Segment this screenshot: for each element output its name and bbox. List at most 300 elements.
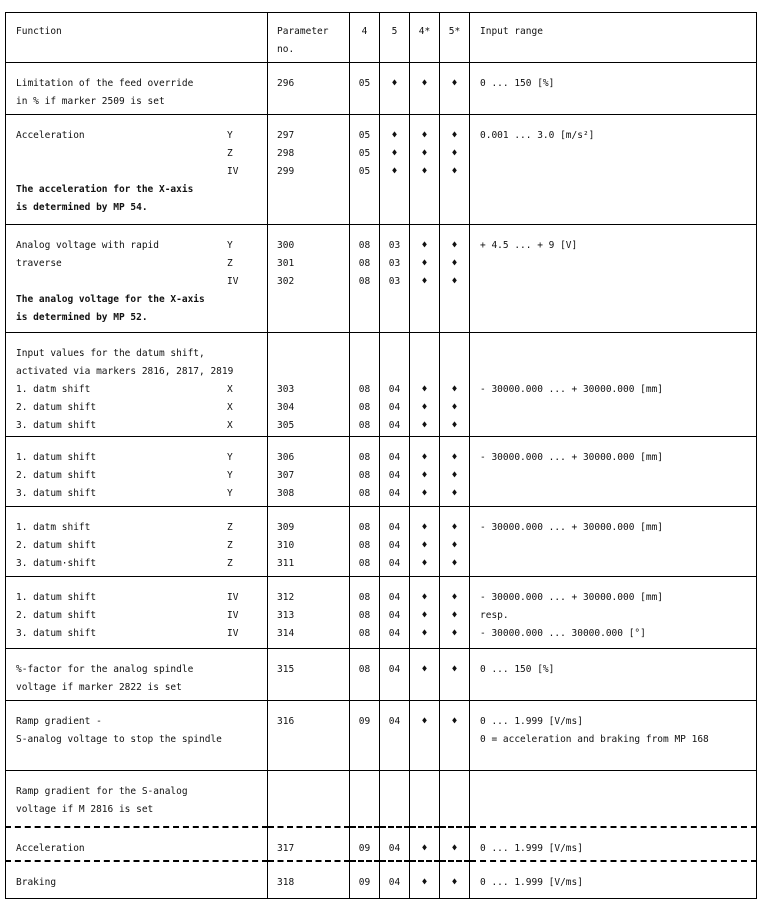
col-4-star-cell-value: ♦ [421, 402, 428, 413]
col-5-cell-value: ♦ [391, 78, 398, 89]
parameter-cell-value: 316 [277, 716, 295, 727]
parameter-cell-value: 303 [277, 384, 295, 395]
col-4-star-cell-value: ♦ [421, 452, 428, 463]
col-5-cell [380, 577, 410, 649]
parameter-cell [268, 577, 350, 649]
input-range-cell [470, 333, 757, 437]
col-5-star-cell-value: ♦ [451, 522, 458, 533]
col-5-cell-value: 04 [388, 420, 401, 431]
function-line [16, 519, 267, 537]
axis-label [227, 801, 241, 819]
col-5-cell-value: 04 [388, 488, 401, 499]
col-4-star-cell-value: ♦ [421, 876, 428, 888]
function-text: 2. datum shift [16, 610, 97, 621]
col-4-cell-value: 05 [358, 148, 371, 159]
function-line [16, 381, 267, 399]
function-line [16, 399, 267, 417]
col-4-cell-value: 05 [358, 130, 371, 141]
function-line [16, 731, 267, 749]
col-4-star-cell-value: ♦ [421, 842, 428, 854]
function-line [16, 840, 267, 858]
col-5-star-cell-value: ♦ [451, 130, 458, 141]
col-5-cell-value: 03 [388, 258, 401, 269]
spacer [350, 345, 379, 363]
axis-label: IV [227, 628, 239, 639]
input-range-cell [470, 437, 757, 507]
col-4-cell-value: 05 [358, 78, 371, 89]
col-5-cell-value: 04 [388, 522, 401, 533]
col-4-star-cell [410, 507, 440, 577]
col-4-star-cell [410, 649, 440, 701]
col-5-star-cell-value: ♦ [451, 540, 458, 551]
col-5-star-cell [440, 333, 470, 437]
col-5-cell [380, 701, 410, 771]
col-4-cell-value: 08 [358, 276, 371, 287]
axis-label [227, 783, 241, 801]
input-range-cell [470, 225, 757, 333]
function-line [16, 537, 267, 555]
function-text: 3. datum shift [16, 488, 97, 499]
input-range-cell-value: - 30000.000 ... 30000.000 [°] [480, 628, 646, 639]
col-4-star-cell-value: ♦ [421, 166, 428, 177]
col-4-cell-value: 08 [358, 240, 371, 251]
function-note-line: The acceleration for the X-axis [16, 184, 194, 195]
col-5-cell [380, 861, 410, 899]
axis-label: X [227, 420, 233, 431]
col-5-star-cell-value: ♦ [451, 716, 458, 727]
function-cell [6, 649, 268, 701]
col-5-cell [380, 225, 410, 333]
function-line [16, 661, 267, 679]
function-line [16, 145, 267, 163]
function-intro-line: activated via markers 2816, 2817, 2819 [16, 366, 234, 377]
col-4-cell [350, 861, 380, 899]
input-range-cell [470, 507, 757, 577]
input-range-cell-value: + 4.5 ... + 9 [V] [480, 240, 578, 251]
table-row [6, 649, 757, 701]
function-text: 3. datum·shift [16, 558, 97, 569]
axis-label: Y [227, 470, 233, 481]
col-5-star-cell-value: ♦ [451, 78, 458, 89]
input-range-cell-value: 0 ... 150 [%] [480, 78, 555, 89]
spacer [440, 345, 469, 363]
parameter-cell-value: 312 [277, 592, 295, 603]
col-5-cell-value: 04 [388, 470, 401, 481]
axis-label: Z [227, 558, 233, 569]
axis-label: Y [227, 130, 233, 141]
parameter-cell-value: 300 [277, 240, 295, 251]
col-4-star-cell-value: ♦ [421, 148, 428, 159]
col-5-cell-value: 04 [388, 716, 401, 727]
col-4-star-cell-value: ♦ [421, 664, 428, 675]
parameter-cell-value: 310 [277, 540, 295, 551]
function-line [16, 417, 267, 435]
parameter-cell-value [277, 783, 349, 801]
spacer [480, 363, 756, 381]
col-5-star-cell [440, 701, 470, 771]
parameter-cell-value: 302 [277, 276, 295, 287]
parameter-cell-value: 307 [277, 470, 295, 481]
parameter-cell [268, 649, 350, 701]
function-line [16, 237, 267, 255]
col-5-cell-value: ♦ [391, 148, 398, 159]
parameter-document [5, 12, 756, 899]
col-5-star-cell-value: ♦ [451, 488, 458, 499]
function-line [16, 874, 267, 892]
col-5-cell-value: 04 [388, 842, 401, 854]
axis-label: Y [227, 488, 233, 499]
table-row [6, 577, 757, 649]
col-5-star-cell [440, 827, 470, 861]
col-5-cell [380, 827, 410, 861]
col-5-cell [380, 115, 410, 225]
function-text: in % if marker 2509 is set [16, 96, 165, 107]
col-4-cell-value: 08 [358, 592, 371, 603]
function-note-line: is determined by MP 54. [16, 202, 148, 213]
col-5-star-cell-value: ♦ [451, 610, 458, 621]
function-cell [6, 771, 268, 827]
col-5-star-cell-value: ♦ [451, 166, 458, 177]
parameter-cell-value: 308 [277, 488, 295, 499]
function-text: voltage if M 2816 is set [16, 804, 154, 815]
col-5-star-cell-value: ♦ [451, 420, 458, 431]
col-4-cell [350, 225, 380, 333]
input-range-cell [470, 115, 757, 225]
parameter-cell [268, 827, 350, 861]
spacer [380, 345, 409, 363]
parameter-cell [268, 63, 350, 115]
col-5-star-cell-value: ♦ [451, 592, 458, 603]
header-parameter: Parameter no. [268, 13, 350, 63]
function-line [16, 783, 267, 801]
input-range-cell [470, 771, 757, 827]
function-text: Ramp gradient - [16, 716, 102, 727]
col-4-star-cell [410, 701, 440, 771]
col-4-star-cell-value: ♦ [421, 558, 428, 569]
parameter-cell [268, 225, 350, 333]
spacer [380, 363, 409, 381]
col-5-cell [380, 333, 410, 437]
col-5-cell [380, 649, 410, 701]
col-5-cell-value: 04 [388, 540, 401, 551]
col-4-star-cell-value: ♦ [421, 716, 428, 727]
function-text: Acceleration [16, 130, 85, 141]
col-4-cell [350, 507, 380, 577]
parameter-cell-value: 314 [277, 628, 295, 639]
col-4-star-cell [410, 63, 440, 115]
col-4-cell [350, 649, 380, 701]
input-range-cell-value: 0 ... 1.999 [V/ms] [480, 876, 583, 888]
parameter-cell [268, 861, 350, 899]
parameter-cell [268, 701, 350, 771]
function-text: Limitation of the feed override [16, 78, 194, 89]
parameter-cell-value: 311 [277, 558, 295, 569]
header-col-4: 4 [350, 13, 380, 63]
spacer [277, 363, 349, 381]
axis-label [227, 75, 241, 93]
col-4-cell-value: 08 [358, 452, 371, 463]
parameter-cell [268, 507, 350, 577]
col-5-cell-value: 04 [388, 592, 401, 603]
col-5-star-cell-value: ♦ [451, 240, 458, 251]
parameter-cell-value: 306 [277, 452, 295, 463]
col-5-star-cell-value: ♦ [451, 628, 458, 639]
col-4-cell [350, 115, 380, 225]
function-text: 2. datum shift [16, 540, 97, 551]
col-5-star-cell [440, 507, 470, 577]
col-5-cell [380, 771, 410, 827]
function-line [16, 679, 267, 697]
spacer [410, 345, 439, 363]
function-line [16, 713, 267, 731]
axis-label: IV [227, 592, 239, 603]
col-4-star-cell-value: ♦ [421, 470, 428, 481]
parameter-cell-value: 298 [277, 148, 295, 159]
col-4-star-cell [410, 437, 440, 507]
col-4-star-cell-value: ♦ [421, 130, 428, 141]
input-range-cell [470, 701, 757, 771]
table-row [6, 701, 757, 771]
spacer [440, 363, 469, 381]
axis-label [227, 840, 241, 858]
col-4-cell-value: 08 [358, 488, 371, 499]
function-cell [6, 701, 268, 771]
col-5-star-cell-value: ♦ [451, 384, 458, 395]
function-line [16, 467, 267, 485]
col-5-star-cell-value: ♦ [451, 470, 458, 481]
function-line [16, 255, 267, 273]
input-range-cell-value: - 30000.000 ... + 30000.000 [mm] [480, 452, 664, 463]
table-row [6, 333, 757, 437]
axis-label [227, 93, 241, 111]
function-line [16, 163, 267, 181]
parameter-cell-value: 304 [277, 402, 295, 413]
col-4-star-cell-value: ♦ [421, 488, 428, 499]
function-text: Braking [16, 876, 57, 888]
function-cell [6, 115, 268, 225]
parameter-cell-value: 299 [277, 166, 295, 177]
input-range-cell [470, 577, 757, 649]
col-5-star-cell-value: ♦ [451, 664, 458, 675]
table-row [6, 771, 757, 827]
col-4-star-cell-value: ♦ [421, 420, 428, 431]
col-5-cell-value: ♦ [391, 166, 398, 177]
parameter-cell-value: 313 [277, 610, 295, 621]
spacer [480, 345, 756, 363]
function-text: voltage if marker 2822 is set [16, 682, 182, 693]
col-4-star-cell [410, 577, 440, 649]
axis-label [227, 713, 241, 731]
function-text: Analog voltage with rapid [16, 240, 159, 251]
function-line [16, 801, 267, 819]
function-cell [6, 225, 268, 333]
col-5-star-cell-value: ♦ [451, 452, 458, 463]
col-4-cell-value [350, 783, 379, 801]
function-intro-line: Input values for the datum shift, [16, 348, 205, 359]
function-line [16, 93, 267, 111]
col-4-cell-value: 09 [358, 842, 371, 854]
col-4-cell [350, 577, 380, 649]
col-4-star-cell [410, 771, 440, 827]
col-5-cell [380, 437, 410, 507]
function-cell [6, 507, 268, 577]
col-4-cell-value: 08 [358, 540, 371, 551]
axis-label: Z [227, 148, 233, 159]
axis-label: X [227, 402, 233, 413]
col-5-star-cell [440, 649, 470, 701]
parameter-cell-value: 301 [277, 258, 295, 269]
function-line [16, 449, 267, 467]
function-line [16, 127, 267, 145]
input-range-cell-value: 0 ... 1.999 [V/ms] [480, 842, 583, 854]
input-range-cell-value: resp. [480, 610, 509, 621]
parameter-cell-value: 297 [277, 130, 295, 141]
table-row [6, 63, 757, 115]
table-row [6, 437, 757, 507]
col-4-cell [350, 437, 380, 507]
function-text: 3. datum shift [16, 628, 97, 639]
parameter-cell [268, 771, 350, 827]
header-col-4-star: 4* [410, 13, 440, 63]
spacer [277, 345, 349, 363]
spacer [350, 363, 379, 381]
col-5-star-cell [440, 115, 470, 225]
input-range-cell [470, 649, 757, 701]
col-4-star-cell-value: ♦ [421, 276, 428, 287]
col-4-cell-value: 08 [358, 664, 371, 675]
col-4-star-cell-value: ♦ [421, 78, 428, 89]
col-5-star-cell [440, 771, 470, 827]
input-range-cell-value: 0 ... 1.999 [V/ms] [480, 716, 583, 727]
axis-label: IV [227, 166, 239, 177]
col-4-cell-value: 08 [358, 402, 371, 413]
input-range-cell-value: 0 ... 150 [%] [480, 664, 555, 675]
col-4-cell-value: 05 [358, 166, 371, 177]
col-4-cell [350, 701, 380, 771]
axis-label [227, 679, 241, 697]
header-input-range: Input range [470, 13, 757, 63]
col-5-cell-value: 04 [388, 628, 401, 639]
axis-label [227, 731, 241, 749]
col-4-cell-value: 09 [358, 876, 371, 888]
col-4-cell-value: 08 [358, 384, 371, 395]
col-4-cell-value: 08 [358, 258, 371, 269]
table-row [6, 827, 757, 861]
header-row [6, 13, 757, 63]
axis-label: X [227, 384, 233, 395]
col-5-cell-value [380, 783, 409, 801]
col-4-cell-value: 08 [358, 558, 371, 569]
function-text: Ramp gradient for the S-analog [16, 786, 188, 797]
col-4-cell-value: 08 [358, 610, 371, 621]
col-5-cell-value: 03 [388, 240, 401, 251]
col-4-star-cell [410, 861, 440, 899]
col-5-star-cell [440, 577, 470, 649]
function-note-line: The analog voltage for the X-axis [16, 294, 205, 305]
col-4-star-cell [410, 333, 440, 437]
function-cell [6, 437, 268, 507]
function-text: 3. datum shift [16, 420, 97, 431]
col-5-star-cell-value: ♦ [451, 842, 458, 854]
input-range-cell [470, 861, 757, 899]
parameter-cell-value: 315 [277, 664, 295, 675]
col-5-star-cell-value [440, 783, 469, 801]
spacer [410, 363, 439, 381]
parameter-rows [6, 63, 757, 899]
col-4-star-cell-value: ♦ [421, 258, 428, 269]
col-5-cell-value: ♦ [391, 130, 398, 141]
axis-label: IV [227, 276, 239, 287]
col-4-cell [350, 63, 380, 115]
function-line [16, 75, 267, 93]
function-cell [6, 63, 268, 115]
axis-label: IV [227, 610, 239, 621]
parameter-cell-value: 296 [277, 78, 295, 89]
function-text: 1. datm shift [16, 384, 91, 395]
function-text: traverse [16, 258, 62, 269]
function-text: 1. datm shift [16, 522, 91, 533]
col-4-star-cell [410, 115, 440, 225]
col-5-cell-value: 04 [388, 610, 401, 621]
function-text: 1. datum shift [16, 592, 97, 603]
function-cell [6, 577, 268, 649]
col-5-star-cell [440, 225, 470, 333]
function-line [16, 555, 267, 573]
col-5-cell-value: 04 [388, 402, 401, 413]
col-4-cell [350, 827, 380, 861]
col-5-star-cell [440, 437, 470, 507]
table-row [6, 225, 757, 333]
col-4-star-cell-value: ♦ [421, 610, 428, 621]
function-line [16, 607, 267, 625]
col-4-cell-value: 08 [358, 470, 371, 481]
function-text: 2. datum shift [16, 402, 97, 413]
col-5-cell-value: 04 [388, 384, 401, 395]
col-5-star-cell-value: ♦ [451, 258, 458, 269]
col-5-cell [380, 507, 410, 577]
col-4-cell-value: 08 [358, 628, 371, 639]
function-note-line: is determined by MP 52. [16, 312, 148, 323]
input-range-cell [470, 63, 757, 115]
col-4-star-cell-value: ♦ [421, 540, 428, 551]
input-range-cell [470, 827, 757, 861]
function-line [16, 273, 267, 291]
col-5-cell-value: 04 [388, 876, 401, 888]
col-5-cell [380, 63, 410, 115]
col-4-star-cell [410, 827, 440, 861]
col-5-cell-value: 04 [388, 452, 401, 463]
function-cell [6, 861, 268, 899]
col-4-cell [350, 333, 380, 437]
function-text: %-factor for the analog spindle [16, 664, 194, 675]
parameter-cell-value: 305 [277, 420, 295, 431]
col-5-star-cell-value: ♦ [451, 558, 458, 569]
function-line [16, 485, 267, 503]
axis-label: Y [227, 240, 233, 251]
function-text: 2. datum shift [16, 470, 97, 481]
header-col-5: 5 [380, 13, 410, 63]
table-row [6, 507, 757, 577]
col-4-cell [350, 771, 380, 827]
input-range-cell-value: - 30000.000 ... + 30000.000 [mm] [480, 592, 664, 603]
function-text: 1. datum shift [16, 452, 97, 463]
header-function: Function [6, 13, 268, 63]
col-4-star-cell [410, 225, 440, 333]
parameter-cell [268, 333, 350, 437]
col-4-star-cell-value: ♦ [421, 522, 428, 533]
input-range-cell-value: 0.001 ... 3.0 [m/s²] [480, 130, 595, 141]
col-4-star-cell-value: ♦ [421, 240, 428, 251]
